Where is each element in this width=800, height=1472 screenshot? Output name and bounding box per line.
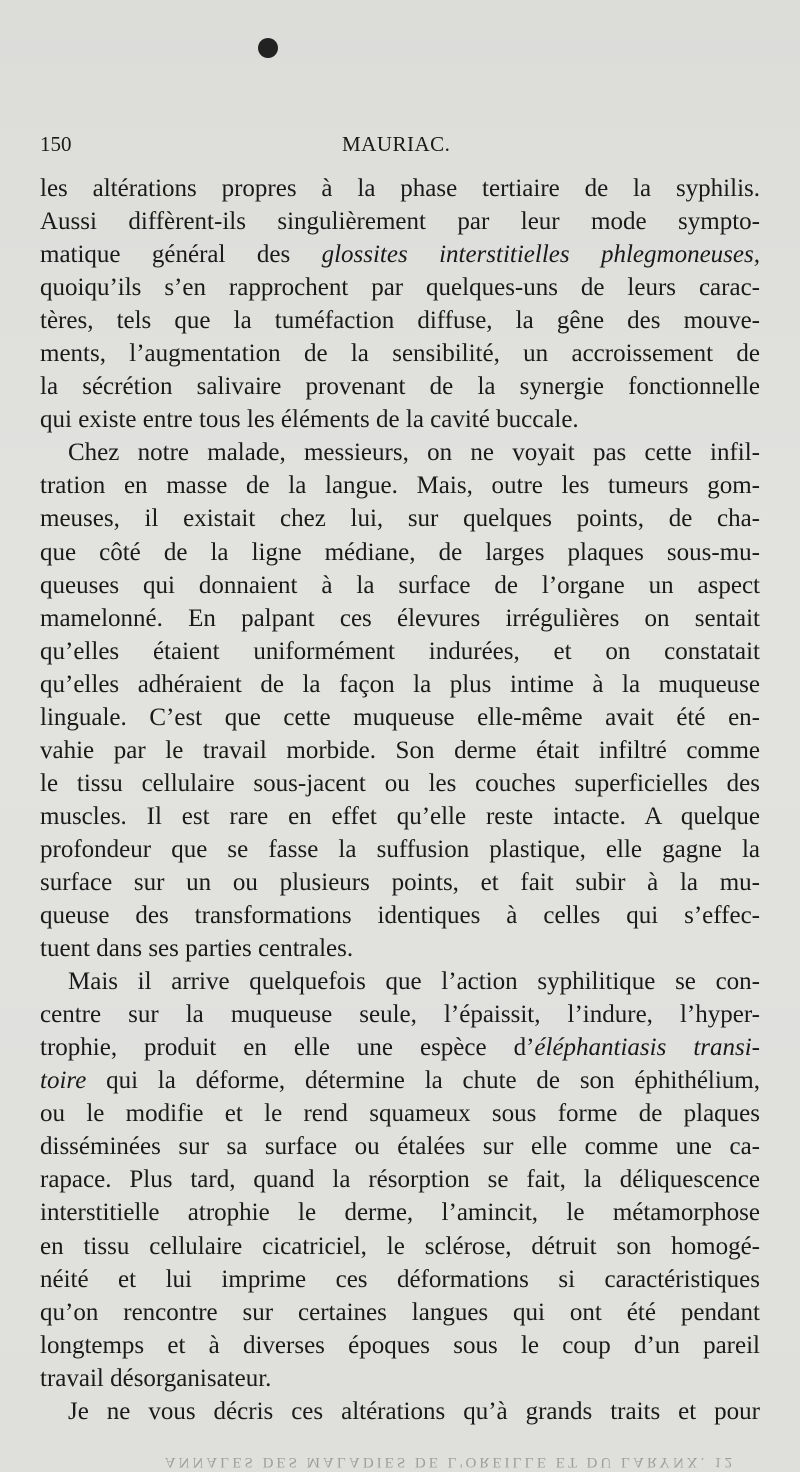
text-line — [40, 1263, 760, 1296]
text-line — [40, 172, 760, 205]
text-run: longtemps et à diverses époques sous le coup d’un pareil — [40, 1331, 760, 1359]
text-line — [40, 899, 760, 932]
text-run: queuse des transformations identiques à celles qui s’effec- — [40, 902, 760, 930]
bleed-through-footer: ANNALES DES MALADIES DE L'OREILLE ET DU LARYNX. 12 — [164, 1454, 736, 1470]
text-run: qu’elles étaient uniformément indurées, et on constatait — [40, 637, 760, 665]
text-line — [40, 271, 760, 304]
italic-term: éléphantiasis transi- — [534, 1034, 760, 1062]
text-run: qui la déforme, détermine la chute de son éphithélium, — [86, 1067, 760, 1095]
text-line — [40, 502, 760, 535]
text-run: surface sur un ou plusieurs points, et fait subir à la mu- — [40, 868, 760, 896]
text-run: interstitielle atrophie le derme, l’amincit, le métamorphose — [40, 1199, 760, 1227]
page-header — [40, 132, 760, 162]
text-run: qu’on rencontre sur certaines langues qui ont été pendant — [40, 1298, 760, 1326]
text-line — [40, 668, 760, 701]
text-line — [40, 635, 760, 668]
text-line — [40, 238, 760, 271]
text-run: mamelonné. En palpant ces élevures irrégulières on sentait — [40, 604, 760, 632]
text-run: queuses qui donnaient à la surface de l’organe un aspect — [40, 571, 760, 599]
text-line — [40, 1296, 760, 1329]
text-run: que côté de la ligne médiane, de larges plaques sous-mu- — [40, 538, 760, 566]
text-run: les altérations propres à la phase tertiaire de la syphilis. — [40, 175, 760, 202]
text-line — [40, 1395, 760, 1428]
text-run: tères, tels que la tuméfaction diffuse, la gêne des mouve- — [40, 307, 760, 335]
text-run: ments, l’augmentation de la sensibilité, un accroissement de — [40, 340, 760, 368]
binding-hole — [258, 38, 278, 58]
text-run: linguale. C’est que cette muqueuse elle-même avait été en- — [40, 703, 760, 731]
text-line — [40, 833, 760, 866]
text-line — [40, 1031, 760, 1064]
text-line — [40, 205, 760, 238]
text-run: profondeur que se fasse la suffusion plastique, elle gagne la — [40, 835, 760, 863]
text-run: qui existe entre tous les éléments de la cavité buccale. — [40, 406, 579, 434]
text-run: centre sur la muqueuse seule, l’épaissit, l’indure, l’hyper- — [40, 1001, 760, 1029]
text-line — [40, 734, 760, 767]
text-run: en tissu cellulaire cicatriciel, le sclérose, détruit son homogé- — [40, 1232, 760, 1260]
text-line — [40, 866, 760, 899]
text-line — [40, 998, 760, 1031]
text-line — [40, 767, 760, 800]
text-line — [40, 403, 760, 436]
text-line — [40, 1230, 760, 1263]
text-line — [40, 1097, 760, 1130]
text-run: qu’elles adhéraient de la façon la plus intime à la muqueuse — [40, 670, 760, 698]
text-run: la sécrétion salivaire provenant de la synergie fonctionnelle — [40, 373, 760, 401]
text-run: muscles. Il est rare en effet qu’elle reste intacte. A quelque — [40, 802, 760, 830]
text-line — [40, 569, 760, 602]
text-line — [40, 469, 760, 502]
text-run: Chez notre malade, messieurs, on ne voyait pas cette infil- — [68, 439, 760, 467]
text-run: quoiqu’ils s’en rapprochent par quelques-uns de leurs carac- — [40, 274, 760, 302]
running-head: MAURIAC. — [342, 132, 451, 156]
text-line — [40, 337, 760, 370]
text-line — [40, 932, 760, 965]
italic-term: toire — [40, 1067, 87, 1095]
text-run: meuses, il existait chez lui, sur quelques points, de cha- — [40, 505, 760, 533]
text-run: Je ne vous décris ces altérations qu’à grands traits et pour — [68, 1397, 760, 1425]
text-run: matique général des — [40, 241, 322, 269]
text-line — [40, 536, 760, 569]
text-run: trophie, produit en elle une espèce d’ — [40, 1034, 535, 1062]
text-run: travail désorganisateur. — [40, 1364, 272, 1392]
text-line — [40, 701, 760, 734]
text-run: ou le modifie et le rend squameux sous forme de plaques — [40, 1100, 760, 1128]
text-line — [40, 965, 760, 998]
text-line — [40, 1329, 760, 1362]
text-line — [40, 304, 760, 337]
text-line — [40, 1163, 760, 1196]
text-run: vahie par le travail morbide. Son derme était infiltré comme — [40, 736, 760, 764]
text-run: disséminées sur sa surface ou étalées sur elle comme une ca- — [40, 1133, 760, 1161]
text-line — [40, 1362, 760, 1395]
body-text — [40, 172, 760, 1428]
italic-term: glossites interstitielles phlegmoneuses, — [321, 241, 760, 269]
text-line — [40, 1196, 760, 1229]
text-line — [40, 800, 760, 833]
text-line — [40, 1130, 760, 1163]
text-run: néité et lui imprime ces déformations si caractéristiques — [40, 1265, 760, 1293]
text-line — [40, 602, 760, 635]
text-run: le tissu cellulaire sous-jacent ou les couches superficielles des — [40, 769, 760, 797]
text-run: rapace. Plus tard, quand la résorption se fait, la déliquescence — [40, 1166, 760, 1194]
text-run: Mais il arrive quelquefois que l’action syphilitique se con- — [68, 968, 760, 996]
page-number: 150 — [40, 132, 72, 156]
text-run: tuent dans ses parties centrales. — [40, 935, 354, 963]
text-run: tration en masse de la langue. Mais, outre les tumeurs gom- — [40, 472, 760, 500]
text-run: Aussi diffèrent-ils singulièrement par leur mode sympto- — [40, 208, 760, 236]
text-line — [40, 370, 760, 403]
text-line — [40, 1064, 760, 1097]
text-line — [40, 436, 760, 469]
